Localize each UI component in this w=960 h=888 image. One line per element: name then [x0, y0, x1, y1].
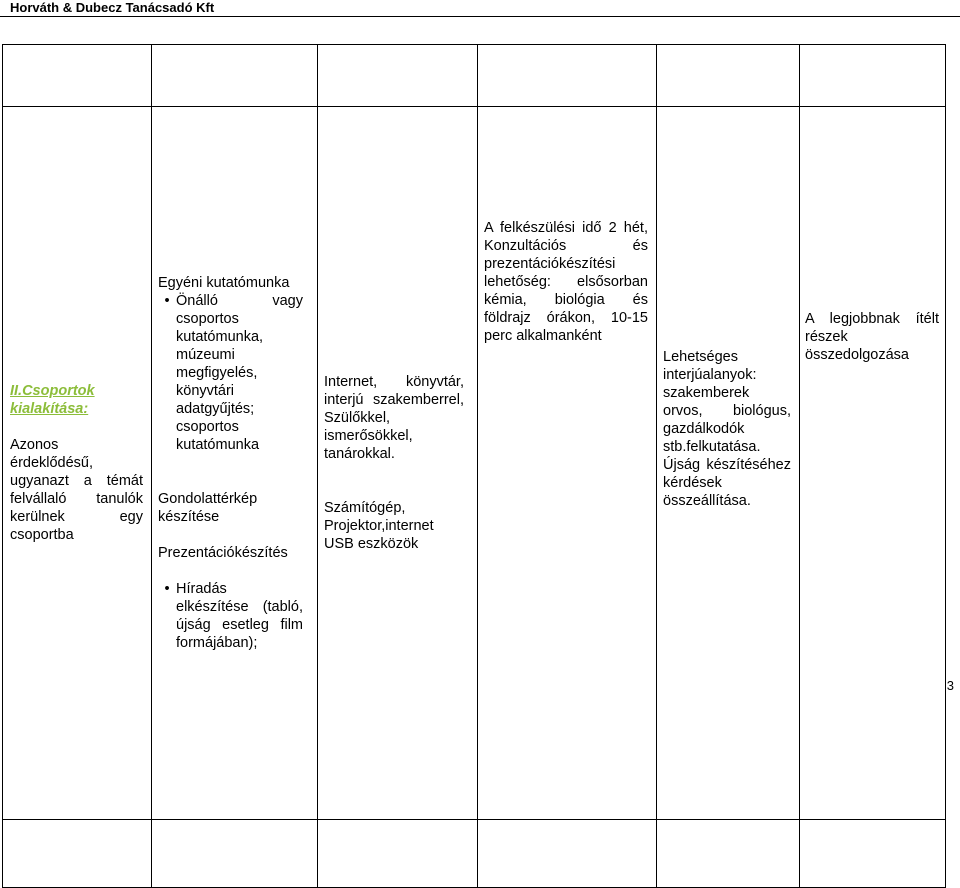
presentation-making: Prezentációkészítés	[158, 545, 288, 561]
list-item: • Önálló vagy csoportos kutatómunka, múzeumi megfigyelés, könyvtári adatgyűjtés; csoportos kutatómunka	[158, 292, 303, 454]
information-sources: Internet, könyvtár, interjú szakemberrel, Szülőkkel, ismerősökkel, tanárokkal.	[324, 374, 464, 462]
schedule-cell	[478, 107, 657, 820]
company-header: Horváth & Dubecz Tanácsadó Kft	[10, 0, 215, 15]
table-row	[3, 107, 946, 820]
tools-list: Számítógép, Projektor,internet USB eszközök	[324, 500, 434, 552]
group-description: Azonos érdeklődésű, ugyanazt a témát felvállaló tanulók kerülnek egy csoportba	[10, 437, 143, 543]
table-row	[3, 45, 946, 107]
page-number: 3	[946, 678, 954, 693]
group-formation-cell	[3, 107, 152, 820]
resources-cell	[318, 107, 478, 820]
preparation-schedule: A felkészülési idő 2 hét, Konzultációs és prezentációkészítési lehetőség: elsősorban kémia, biológia és földrajz órákon, 10-15 perc alkalmanként	[484, 220, 648, 344]
summary-cell	[800, 107, 946, 820]
list-item: • Híradás elkészítése (tabló, újság esetleg film formájában);	[158, 580, 303, 652]
mind-map: Gondolattérkép készítése	[158, 491, 258, 525]
best-parts-summary: A legjobbnak ítélt részek összedolgozása	[805, 311, 939, 363]
bullet-icon: •	[164, 581, 170, 597]
group-title: II.Csoportok kialakítása:	[10, 383, 95, 417]
activities-cell	[152, 107, 318, 820]
interview-cell	[657, 107, 800, 820]
individual-research: Egyéni kutatómunka	[158, 275, 290, 291]
interview-subjects: Lehetséges interjúalanyok: szakemberek orvos, biológus, gazdálkodók stb.felkutatása. Újság készítéséhez kérdések összeállítása.	[663, 349, 791, 509]
bullet-icon: •	[164, 293, 170, 309]
project-plan-table	[2, 44, 946, 888]
table-row	[3, 820, 946, 888]
header-divider	[0, 16, 960, 17]
